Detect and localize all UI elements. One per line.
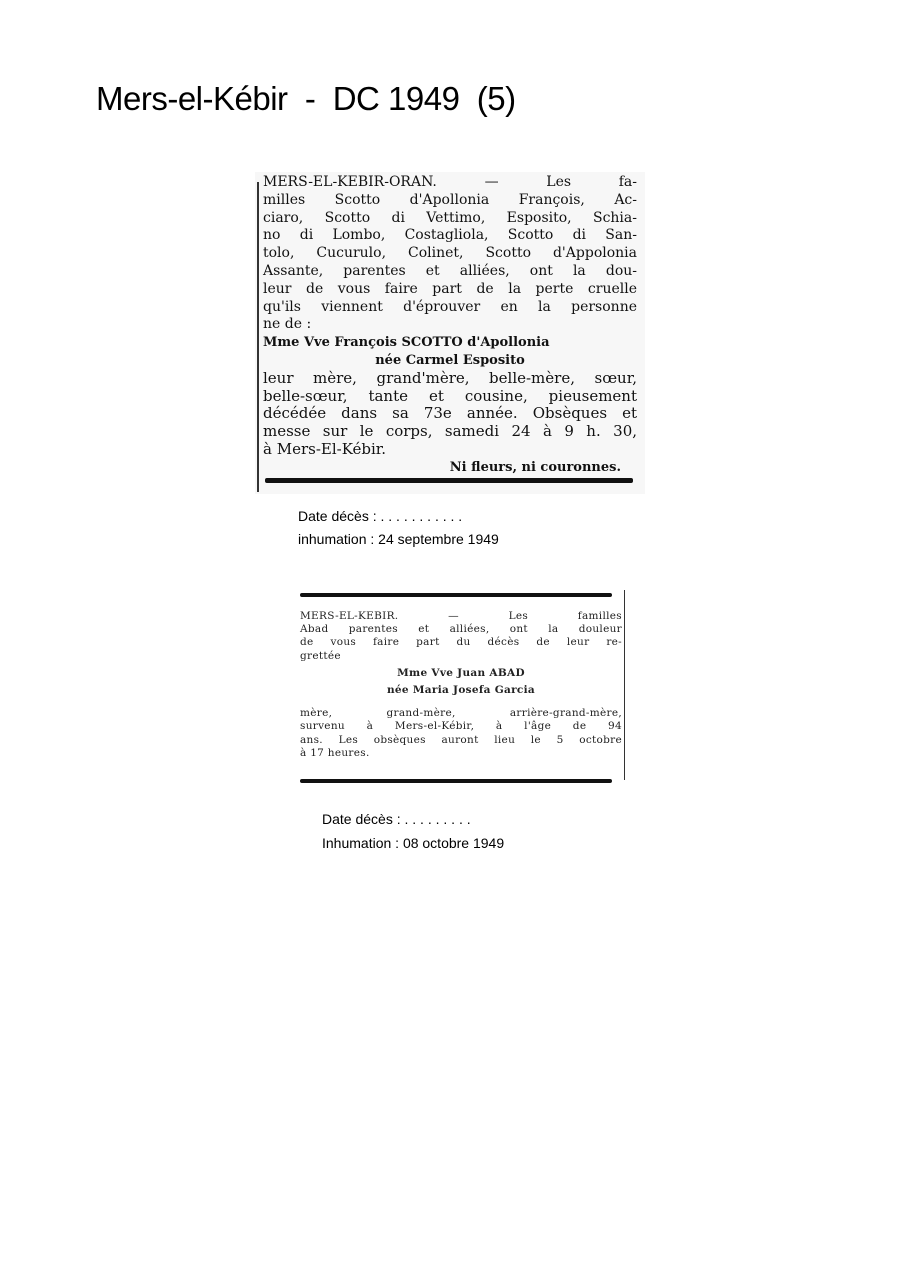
clipping-line: MERS-EL-KEBIR-ORAN. — Les fa- [263, 174, 637, 190]
clipping-line: à 17 heures. [300, 746, 370, 759]
clipping-line: leur de vous faire part de la perte cruelle [263, 280, 637, 297]
clipping-line: MERS-EL-KEBIR. — Les familles [300, 610, 622, 622]
clipping-line: décédée dans sa 73e année. Obsèques et [263, 404, 637, 423]
clipping-line: qu'ils viennent d'éprouver en la personne [263, 298, 637, 315]
clipping-border-right [624, 590, 625, 780]
date-deces-caption: Date décès : . . . . . . . . . [322, 811, 471, 827]
clipping-line: ne de : [263, 316, 312, 333]
deceased-maiden-name: née Carmel Esposito [375, 352, 525, 368]
newspaper-clipping-scotto [255, 172, 645, 494]
clipping-line: de vous faire part du décès de leur re- [300, 636, 622, 649]
newspaper-clipping-abad [296, 588, 630, 788]
clipping-line: grettée [300, 649, 341, 662]
clipping-line: ciaro, Scotto di Vettimo, Esposito, Schia- [263, 209, 637, 226]
clipping-line: survenu à Mers-el-Kébir, à l'âge de 94 [300, 720, 622, 733]
clipping-line: messe sur le corps, samedi 24 à 9 h. 30, [263, 422, 637, 441]
date-deces-caption: Date décès : . . . . . . . . . . . [298, 508, 463, 524]
clipping-line: Abad parentes et alliées, ont la douleur [300, 623, 622, 636]
clipping-border-top [300, 593, 612, 597]
inhumation-caption: Inhumation : 08 octobre 1949 [322, 835, 505, 851]
clipping-text [263, 174, 637, 477]
deceased-name: Mme Vve Juan ABAD [397, 666, 525, 679]
page-title: Mers-el-Kébir - DC 1949 (5) [96, 80, 516, 117]
deceased-maiden-name: née Maria Josefa Garcia [387, 684, 535, 697]
clipping-line: Assante, parentes et alliées, ont la dou- [263, 262, 637, 279]
clipping-line: belle-sœur, tante et cousine, pieusement [263, 386, 637, 405]
clipping-line: à Mers-El-Kébir. [263, 439, 387, 458]
clipping-border-bottom [300, 779, 612, 783]
clipping-line: no di Lombo, Costagliola, Scotto di San- [263, 227, 637, 244]
clipping-line: leur mère, grand'mère, belle-mère, sœur, [263, 368, 637, 387]
clipping-border-bottom [265, 478, 633, 483]
clipping-line: tolo, Cucurulo, Colinet, Scotto d'Appolonia [263, 245, 637, 262]
clipping-line: ans. Les obsèques auront lieu le 5 octobre [300, 733, 622, 746]
clipping-line: mère, grand-mère, arrière-grand-mère, [300, 707, 622, 720]
clipping-text [300, 610, 622, 760]
clipping-border-left [257, 182, 259, 492]
clipping-line: milles Scotto d'Apollonia François, Ac- [263, 191, 637, 208]
clipping-closing-note: Ni fleurs, ni couronnes. [449, 459, 621, 475]
inhumation-caption: inhumation : 24 septembre 1949 [298, 531, 499, 547]
deceased-name: Mme Vve François SCOTTO d'Apollonia [263, 335, 550, 351]
